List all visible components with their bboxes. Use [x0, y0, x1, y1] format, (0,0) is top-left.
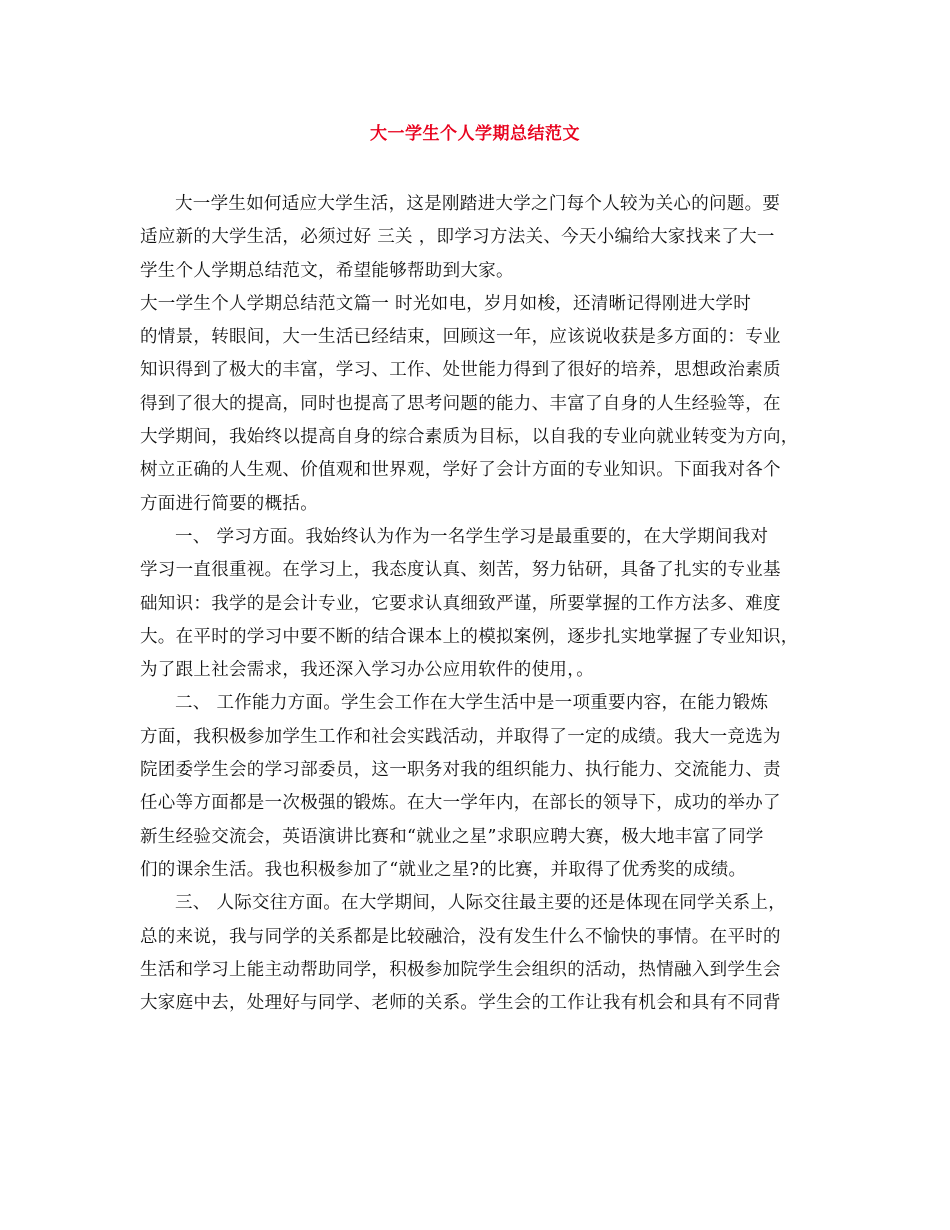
text-line: 总的来说，我与同学的关系都是比较融洽，没有发生什么不愉快的事情。在平时的	[140, 926, 781, 947]
text-line: 的情景，转眼间，大一生活已经结束，回顾这一年，应该说收获是多方面的：专业	[140, 327, 781, 348]
text-line: 院团委学生会的学习部委员，这一职务对我的组织能力、执行能力、交流能力、责	[140, 760, 781, 781]
text-line: 得到了很大的提高，同时也提高了思考问题的能力、丰富了自身的人生经验等，在	[140, 393, 781, 414]
text-line: 大。在平时的学习中要不断的结合课本上的模拟案例，逐步扎实地掌握了专业知识，	[140, 626, 799, 647]
text-line: 学习一直很重视。在学习上，我态度认真、刻苦，努力钻研，具备了扎实的专业基	[140, 560, 781, 581]
text-line: 大一学生个人学期总结范文篇一 时光如电，岁月如梭，还清晰记得刚进大学时	[140, 293, 752, 314]
text-line: 大学期间，我始终以提高自身的综合素质为目标，以自我的专业向就业转变为方向，	[140, 427, 799, 448]
text-line: 知识得到了极大的丰富，学习、工作、处世能力得到了很好的培养，思想政治素质	[140, 360, 781, 381]
text-line: 三、 人际交往方面。在大学期间，人际交往最主要的还是体现在同学关系上，	[175, 893, 787, 914]
text-line: 方面，我积极参加学生工作和社会实践活动，并取得了一定的成绩。我大一竞选为	[140, 726, 781, 747]
text-line: 任心等方面都是一次极强的锻炼。在大一学年内，在部长的领导下，成功的举办了	[140, 793, 781, 814]
text-line: 大一学生如何适应大学生活，这是刚踏进大学之门每个人较为关心的问题。要	[175, 194, 781, 214]
text-line: 方面进行简要的概括。	[140, 493, 318, 514]
document-body	[140, 188, 832, 1020]
text-line: 为了跟上社会需求，我还深入学习办公应用软件的使用，。	[140, 660, 595, 681]
text-line: 础知识：我学的是会计专业，它要求认真细致严谨，所要掌握的工作方法多、难度	[140, 593, 781, 614]
text-line: 适应新的大学生活，必须过好 三关 ，即学习方法关、今天小编给大家找来了大一	[140, 227, 775, 248]
text-line: 二、 工作能力方面。学生会工作在大学生活中是一项重要内容，在能力锻炼	[175, 693, 769, 714]
text-line: 生活和学习上能主动帮助同学，积极参加院学生会组织的活动，热情融入到学生会	[140, 959, 781, 980]
text-line: 新生经验交流会，英语演讲比赛和“就业之星”求职应聘大赛，极大地丰富了同学	[140, 826, 764, 847]
document-title: 大一学生个人学期总结范文	[370, 124, 580, 144]
text-line: 学生个人学期总结范文，希望能够帮助到大家。	[140, 260, 514, 281]
text-line: 们的课余生活。我也积极参加了“就业之星?的比赛，并取得了优秀奖的成绩。	[140, 859, 747, 880]
text-line: 树立正确的人生观、价值观和世界观，学好了会计方面的专业知识。下面我对各个	[140, 460, 781, 481]
text-line: 大家庭中去，处理好与同学、老师的关系。学生会的工作让我有机会和具有不同背	[140, 993, 781, 1014]
text-line: 一、 学习方面。我始终认为作为一名学生学习是最重要的，在大学期间我对	[175, 526, 769, 547]
